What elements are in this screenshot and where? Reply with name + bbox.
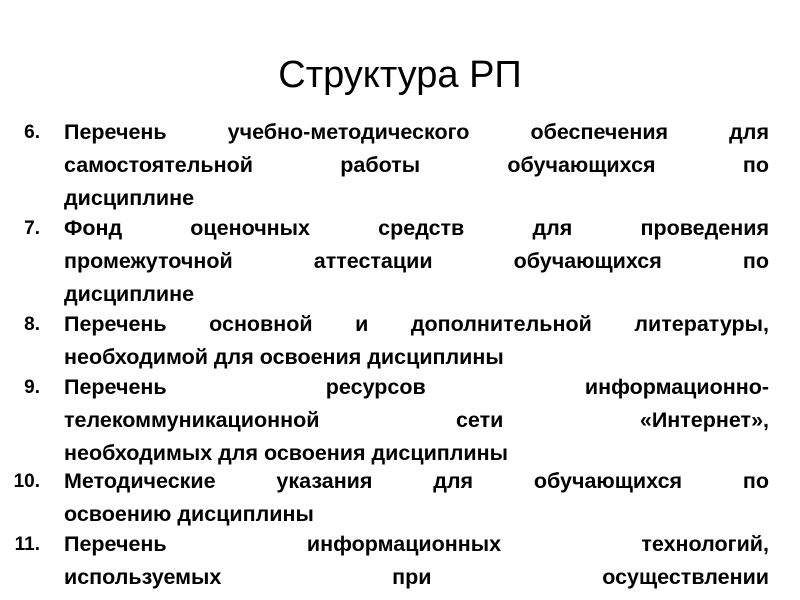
list-item-line: Фонд оценочных средств для проведения xyxy=(64,216,769,240)
list-item-text xyxy=(64,116,769,215)
list-item-number: 8. xyxy=(24,314,40,335)
list-item-number: 9. xyxy=(24,377,40,398)
list-item-text xyxy=(64,212,769,311)
list-item-text xyxy=(64,465,769,531)
list-item-number: 11. xyxy=(14,534,40,555)
list-item-line: телекоммуникационной сети «Интернет», xyxy=(64,408,769,432)
list-item-number: 10. xyxy=(13,471,40,492)
list-item-number: 7. xyxy=(24,218,40,239)
list-item-line: освоению дисциплины xyxy=(64,502,314,526)
list-item-text xyxy=(64,528,769,594)
slide-title: Структура РП xyxy=(278,54,522,96)
list-item-line: промежуточной аттестации обучающихся по xyxy=(64,249,769,273)
list-item-line: самостоятельной работы обучающихся по xyxy=(64,153,769,177)
list-item-text xyxy=(64,371,769,470)
list-item-line: Перечень учебно-методического обеспечения для xyxy=(64,120,769,144)
list-item-line: Методические указания для обучающихся по xyxy=(64,469,769,493)
list-item-line: Перечень информационных технологий, xyxy=(64,532,769,556)
list-item-line: необходимых для освоения дисциплины xyxy=(64,441,508,465)
list-item-line: Перечень основной и дополнительной литературы, xyxy=(64,312,769,336)
list-item-number: 6. xyxy=(24,122,40,143)
list-item-line: дисциплине xyxy=(64,282,195,306)
list-item-line: Перечень ресурсов информационно- xyxy=(64,375,769,399)
list-item-text xyxy=(64,308,769,374)
list-item-line: необходимой для освоения дисциплины xyxy=(64,345,504,369)
list-item-line: дисциплине xyxy=(64,186,195,210)
list-item-line: используемых при осуществлении xyxy=(64,565,769,589)
